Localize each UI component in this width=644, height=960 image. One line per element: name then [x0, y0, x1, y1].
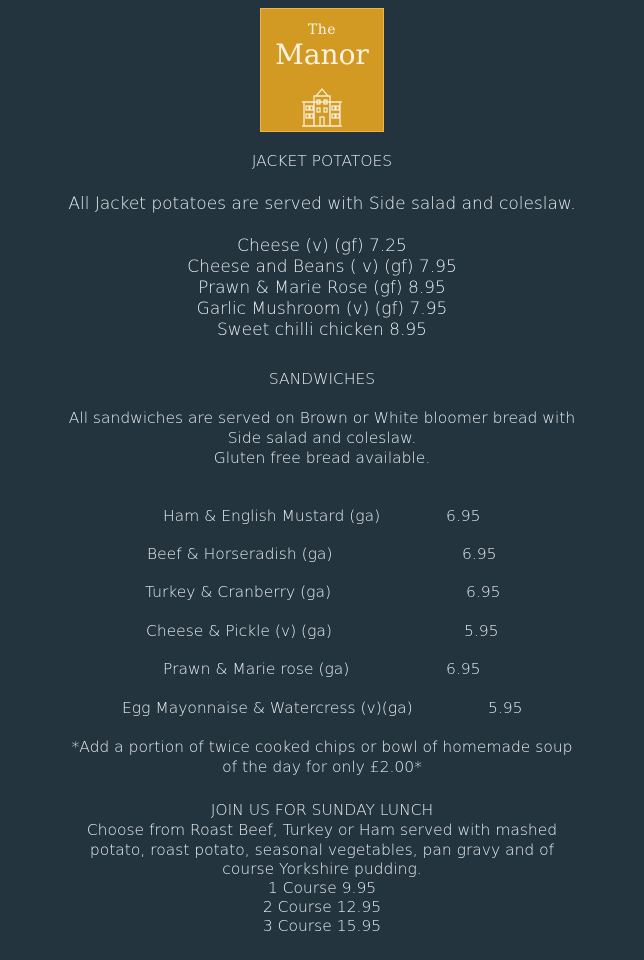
sandwich-name: Ham & English Mustard (ga)	[163, 507, 381, 525]
sunday-lunch-line: Choose from Roast Beef, Turkey or Ham served with mashed	[86, 821, 558, 839]
sandwiches-heading: SANDWICHES	[268, 370, 376, 388]
jacket-potatoes-intro: All Jacket potatoes are served with Side salad and coleslaw.	[68, 194, 576, 214]
jacket-item: Garlic Mushroom (v) (gf) 7.95	[196, 299, 448, 319]
jacket-item: Sweet chilli chicken 8.95	[216, 320, 428, 340]
sandwich-name: Cheese & Pickle (v) (ga)	[146, 622, 332, 640]
sandwich-name: Turkey & Cranberry (ga)	[145, 583, 332, 601]
sandwich-price: 6.95	[462, 545, 497, 563]
sandwich-price: 6.95	[466, 583, 501, 601]
sandwich-name: Prawn & Marie rose (ga)	[163, 660, 350, 678]
jacket-potatoes-heading: JACKET POTATOES	[251, 152, 393, 170]
sandwich-name: Beef & Horseradish (ga)	[147, 545, 333, 563]
sandwich-price: 6.95	[446, 507, 481, 525]
sandwich-price: 5.95	[488, 699, 523, 717]
sunday-lunch-line: potato, roast potato, seasonal vegetables, pan gravy and of	[89, 841, 555, 859]
jacket-item: Prawn & Marie Rose (gf) 8.95	[198, 278, 446, 298]
sunday-lunch-heading: JOIN US FOR SUNDAY LUNCH	[210, 801, 434, 819]
sandwiches-intro-line: Gluten free bread available.	[213, 449, 431, 467]
sandwiches-intro-line: Side salad and coleslaw.	[227, 429, 417, 447]
sandwich-price: 6.95	[446, 660, 481, 678]
addon-note-line: *Add a portion of twice cooked chips or bowl of homemade soup	[71, 738, 573, 756]
sunday-course: 3 Course 15.95	[262, 917, 382, 935]
sunday-course: 1 Course 9.95	[267, 879, 377, 897]
sandwich-name: Egg Mayonnaise & Watercress (v)(ga)	[122, 699, 413, 717]
manor-house-icon	[300, 86, 344, 130]
sunday-course: 2 Course 12.95	[262, 898, 382, 916]
logo-the-text: The	[307, 22, 337, 38]
addon-note-line: of the day for only £2.00*	[222, 758, 422, 776]
sunday-lunch-line: course Yorkshire pudding.	[222, 860, 422, 878]
sandwich-price: 5.95	[464, 622, 499, 640]
jacket-item: Cheese and Beans ( v) (gf) 7.95	[187, 257, 457, 277]
logo-manor-text: Manor	[275, 38, 369, 71]
jacket-item: Cheese (v) (gf) 7.25	[237, 236, 407, 256]
sandwiches-intro-line: All sandwiches are served on Brown or White bloomer bread with	[68, 409, 576, 427]
the-manor-logo	[260, 8, 384, 132]
